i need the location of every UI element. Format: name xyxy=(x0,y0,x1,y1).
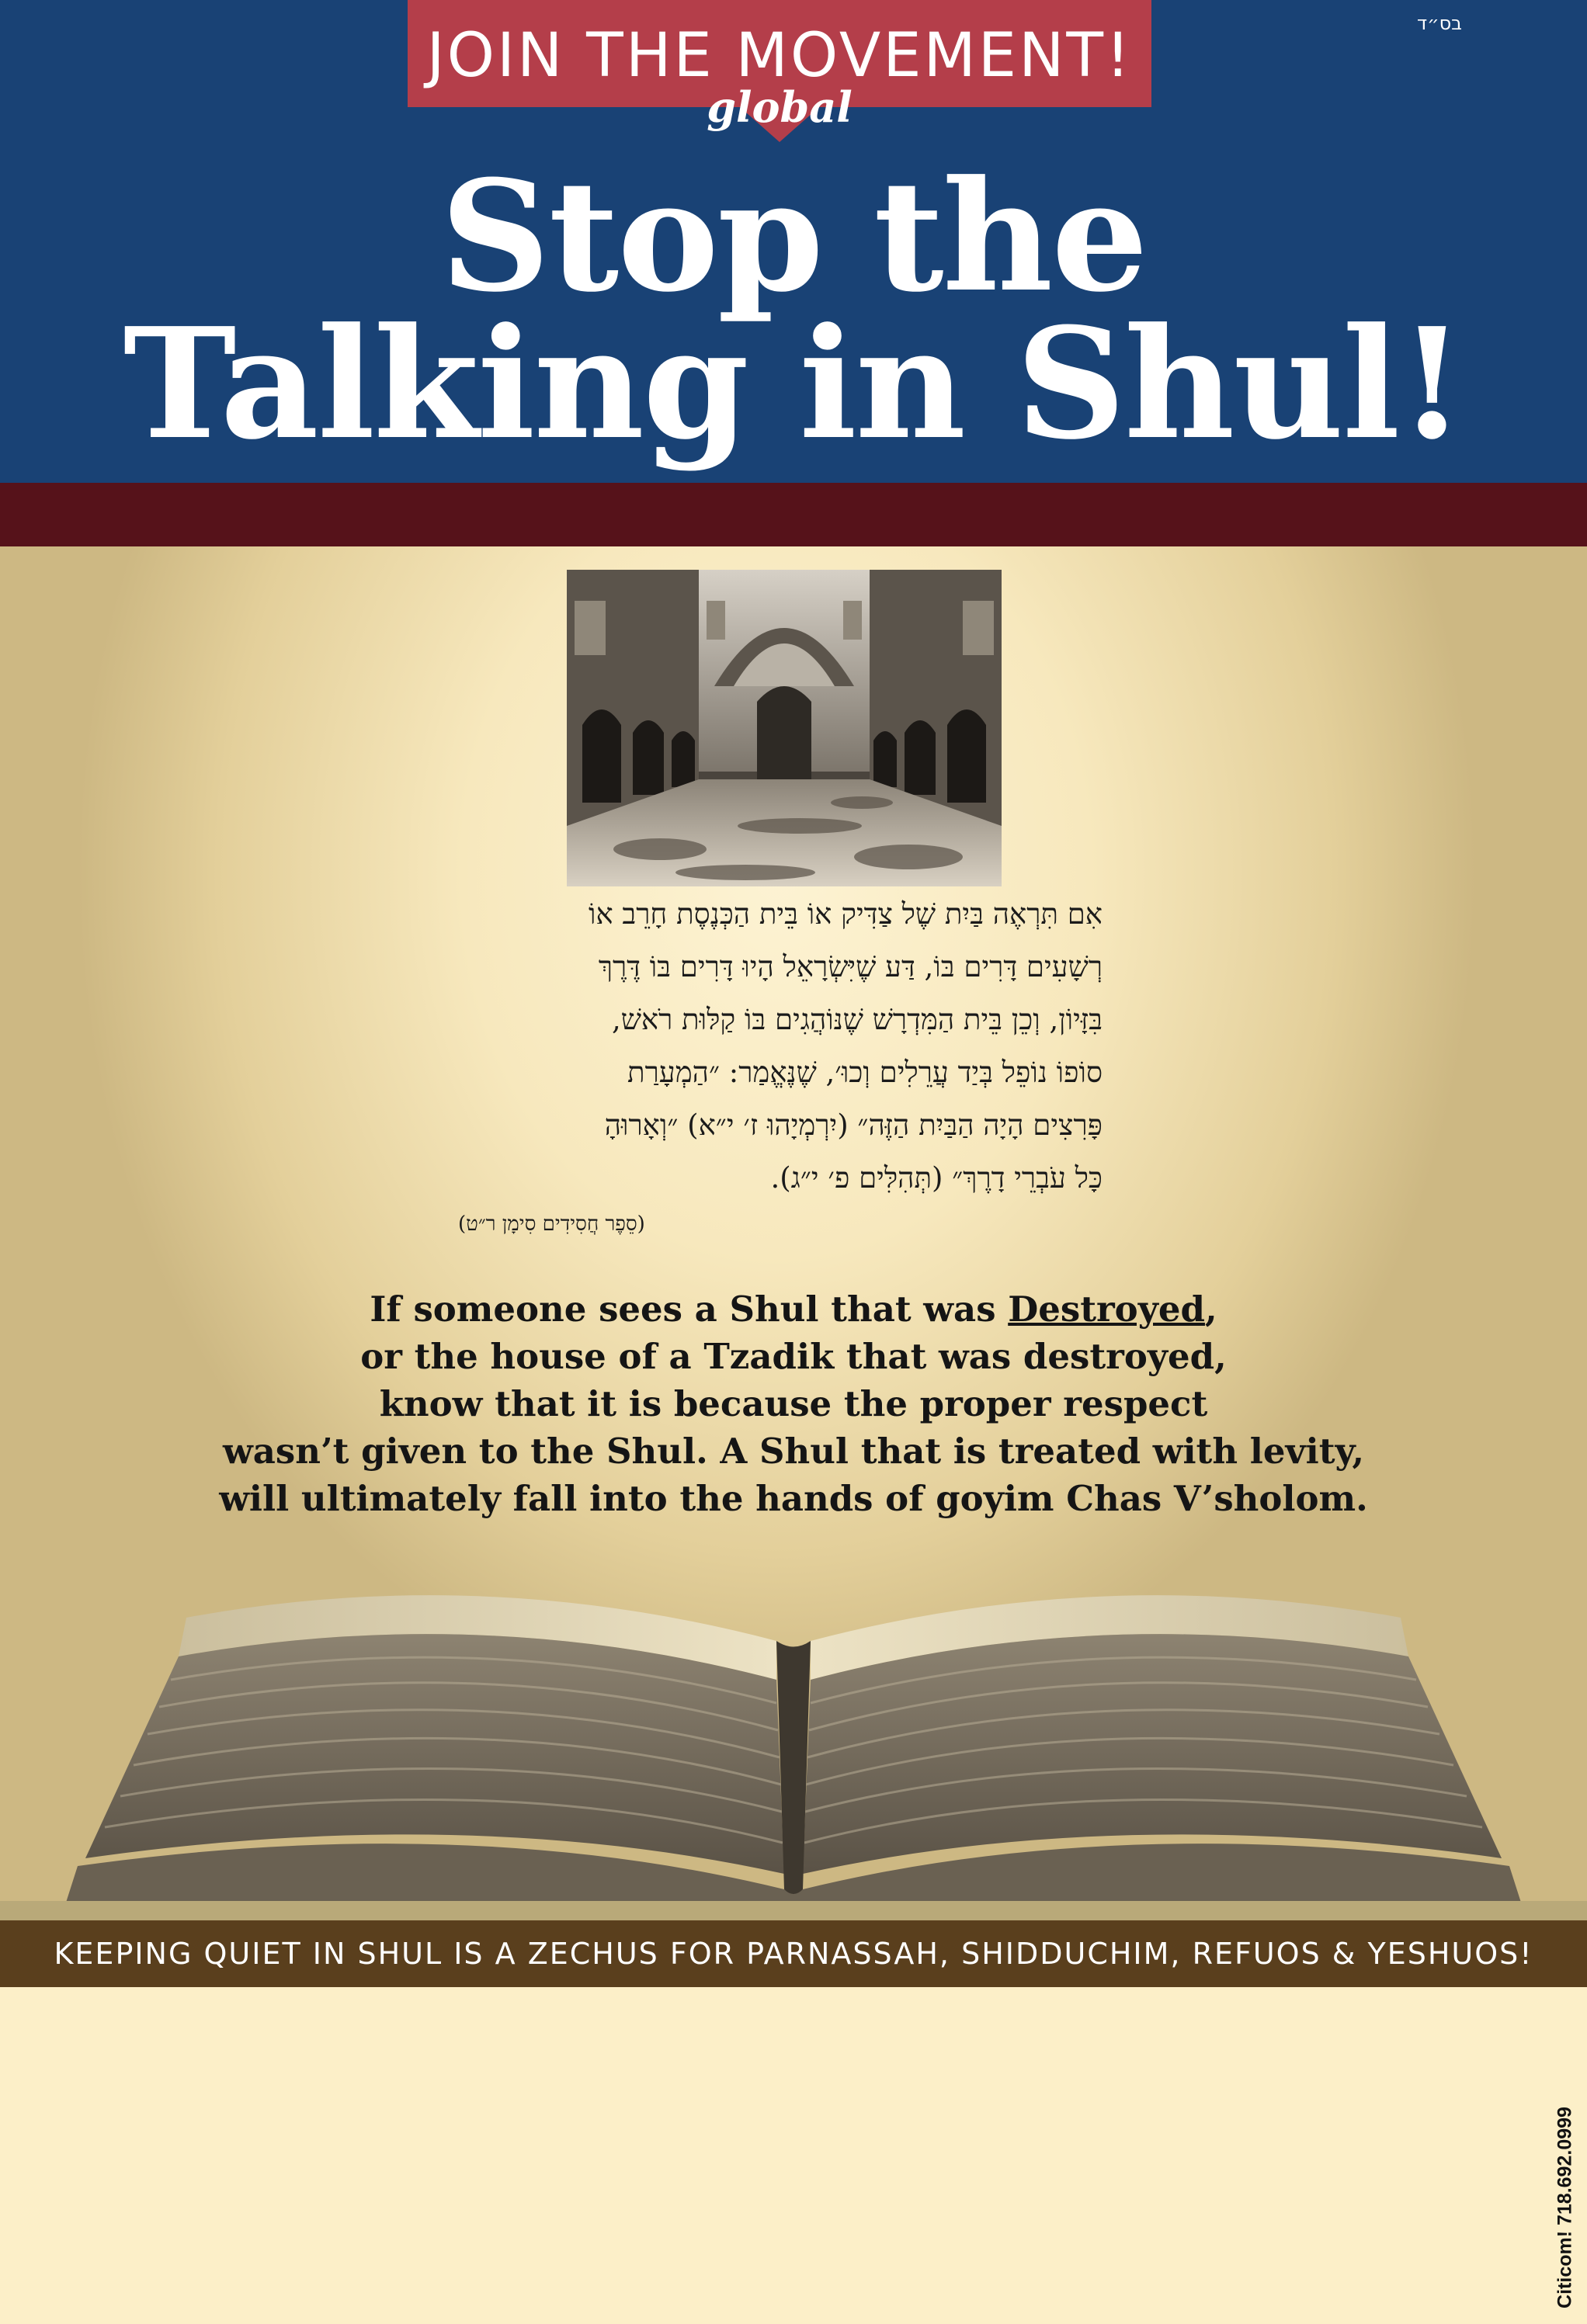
header-band xyxy=(0,0,1587,483)
bsd-mark: בס״ד xyxy=(1417,12,1463,34)
hebrew-source: (סֵפֶר חֲסִידִים סִימָן ר״ט) xyxy=(458,1212,645,1236)
hebrew-quote xyxy=(458,888,1103,1205)
english-translation xyxy=(116,1285,1471,1522)
page-title xyxy=(0,147,1587,473)
join-movement-banner xyxy=(408,0,1151,142)
global-logo: global xyxy=(707,82,853,132)
english-line-5: will ultimately fall into the hands of goyim Chas V’sholom. xyxy=(219,1478,1368,1519)
english-line-3: know that it is because the proper respect xyxy=(379,1383,1208,1424)
side-credit-text: Citicom! 718.692.0999 xyxy=(1554,2107,1576,2308)
hebrew-line: פָּרִצִים הָיָה הַבַּיִת הַזֶּה״ (יִרְמְיָהוּ ז׳ י״א) ״וְאָרוּהָ xyxy=(604,1108,1103,1142)
english-line-2: or the house of a Tzadik that was destroyed, xyxy=(360,1336,1227,1377)
footer-band xyxy=(0,1920,1587,1987)
hebrew-line: בִּזָּיוֹן, וְכֵן בֵּית הַמִּדְרָשׁ שֶׁנּוֹהֲגִים בּוֹ קַלּוּת רֹאשׁ, xyxy=(611,1003,1103,1036)
divider-band xyxy=(0,483,1587,546)
open-book-image xyxy=(0,1548,1587,1920)
side-credit xyxy=(1551,2091,1580,2324)
destroyed-emphasis: Destroyed xyxy=(1008,1289,1205,1330)
english-text: If someone sees a Shul that was xyxy=(370,1289,1009,1330)
title-line-1: Stop the xyxy=(440,147,1147,326)
hebrew-line: כָּל עֹבְרֵי דָרֶךְ״ (תְּהִלִּים פ׳ י״ג). xyxy=(770,1161,1103,1195)
banner-text: JOIN THE MOVEMENT! xyxy=(426,21,1133,91)
hebrew-line: אִם תִּרְאֶה בַּיִת שֶׁל צַדִּיק אוֹ בֵּית הַכְּנֶסֶת חָרֵב אוֹ xyxy=(588,897,1103,931)
destroyed-synagogue-photo xyxy=(567,570,1002,886)
hebrew-line: סוֹפוֹ נוֹפֵל בְּיַד עֲרֵלִים וְכוּ׳, שֶׁנֶּאֱמַר: ״הַמְעָרַת xyxy=(627,1056,1103,1089)
footer-text: KEEPING QUIET IN SHUL IS A ZECHUS FOR PARNASSAH, SHIDDUCHIM, REFUOS & YESHUOS! xyxy=(54,1937,1533,1971)
english-line-1 xyxy=(116,1285,1471,1333)
title-line-2: Talking in Shul! xyxy=(123,295,1464,473)
hebrew-line: רְשָׁעִים דָּרִים בּוֹ, דַּע שֶׁיִּשְׂרָאֵל הָיוּ דָּרִים בּוֹ דֶּרֶךְ xyxy=(598,950,1103,983)
english-text: , xyxy=(1204,1289,1217,1330)
english-line-4: wasn’t given to the Shul. A Shul that is treated with levity, xyxy=(223,1431,1364,1472)
